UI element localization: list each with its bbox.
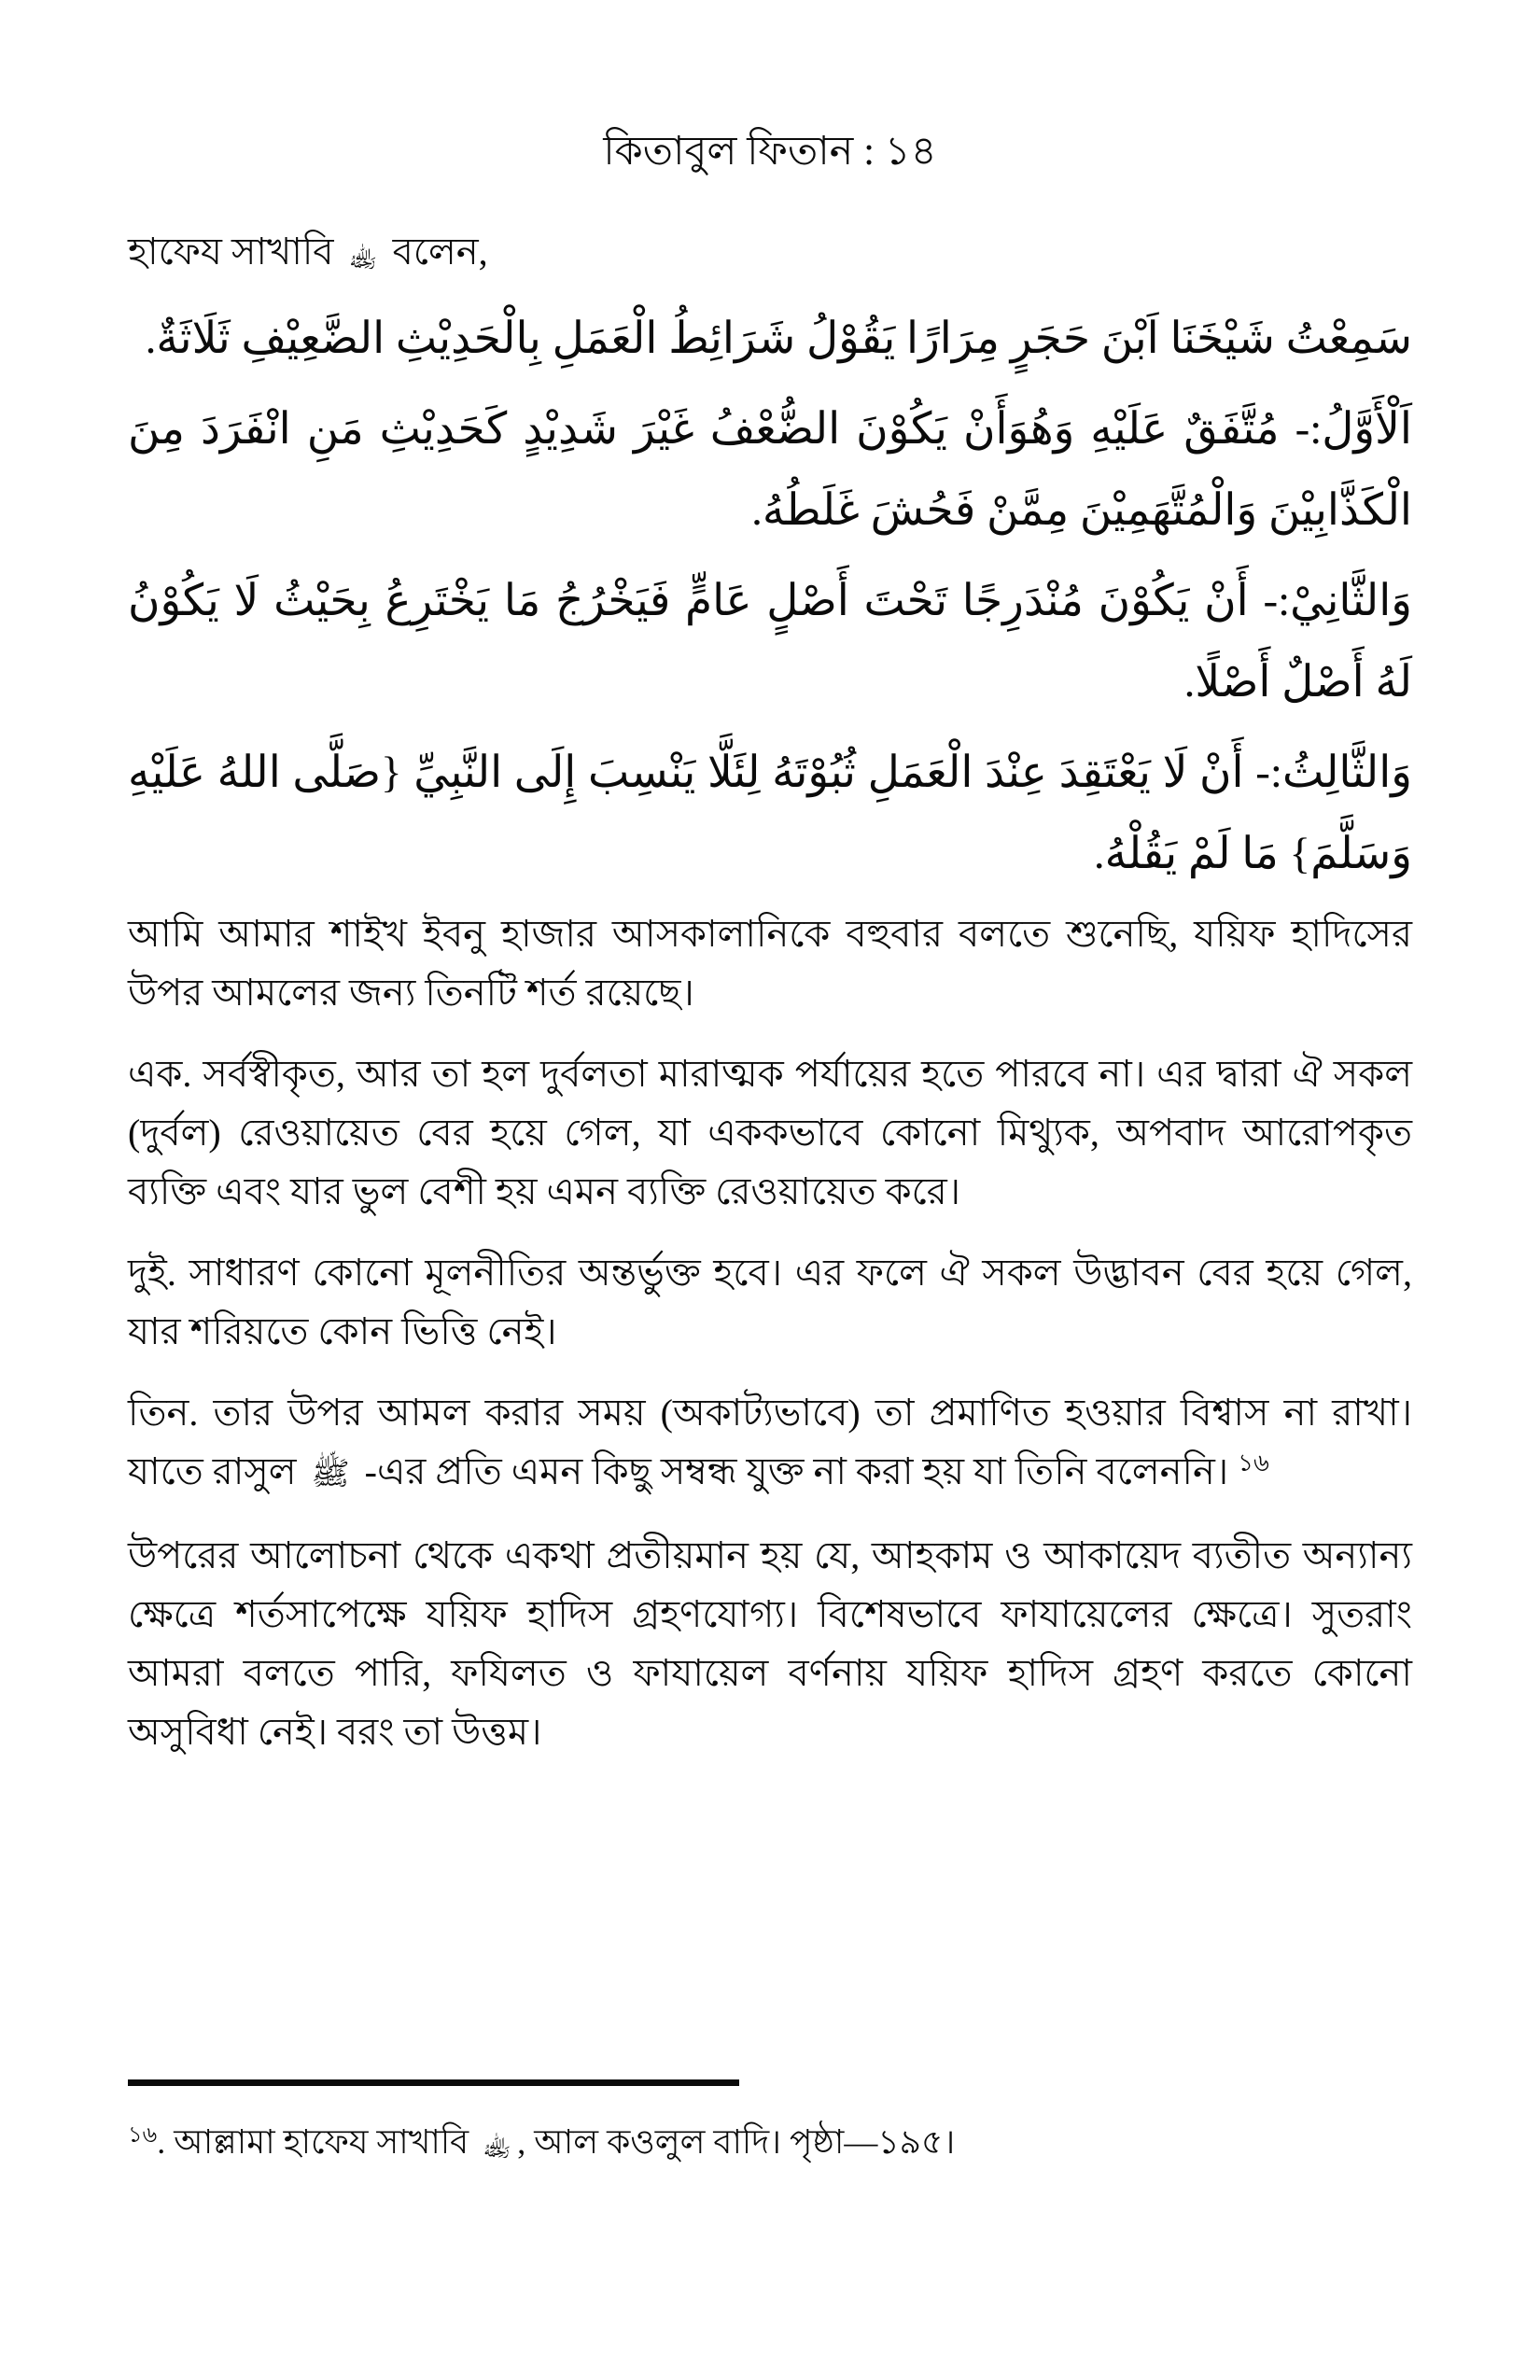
footnote-reference-16: ১৬ <box>1238 1449 1269 1477</box>
intro-text-before: হাফেয সাখাবি <box>128 231 334 273</box>
sallallahu-alayhi-wasallam-icon: ﷺ <box>311 1457 350 1492</box>
bengali-paragraph-condition-one: এক. সর্বস্বীকৃত, আর তা হল দুর্বলতা মারাত্মক পর্যায়ের হতে পারবে না। এর দ্বারা ঐ সকল (দুর্বল) রেওয়ায়েত বের হয়ে গেল, যা এককভাবে কোনো মিথ্যুক, অপবাদ আরোপকৃত ব্যক্তি এবং যার ভুল বেশী হয় এমন ব্যক্তি রেওয়ায়েত করে। <box>128 1053 1412 1213</box>
intro-line <box>128 223 1412 284</box>
intro-text-after: বলেন, <box>392 231 488 273</box>
arabic-paragraph-third-condition: وَالثَّالِثُ:- أَنْ لَا يَعْتَقِدَ عِنْدَ الْعَمَلِ ثُبُوْتَهُ لِئَلَّا يَنْسِبَ إِلَى النَّبِيِّ {صَلَّى اللهُ عَلَيْهِ وَسَلَّمَ} مَا لَمْ يَقُلْهُ. <box>128 749 1412 879</box>
footnote-source-after: , আল কওলুল বাদি। পৃষ্ঠা—১৯৫। <box>517 2123 956 2161</box>
arabic-paragraph-intro: سَمِعْتُ شَيْخَنَا اَبْنَ حَجَرٍ مِرَارًا يَقُوْلُ شَرَائِطُ الْعَمَلِ بِالْحَدِيْثِ الضَّعِيْفِ ثَلَاثَةٌ. <box>145 315 1412 364</box>
bengali-translation-section <box>128 904 1412 1761</box>
footnote-source-before: . আল্লামা হাফেয সাখাবি <box>157 2123 478 2161</box>
footnote-area <box>128 2079 1412 2168</box>
bengali-paragraph-translation-intro: আমি আমার শাইখ ইবনু হাজার আসকালানিকে বহুবার বলতে শুনেছি, যয়িফ হাদিসের উপর আমলের জন্য তিনটি শর্ত রয়েছে। <box>128 913 1412 1015</box>
condition-three-text-before: তিন. তার উপর আমল করার সময় (অকাট্যভাবে) তা প্রমাণিত হওয়ার বিশ্বাস না রাখা। যাতে রাসুল <box>128 1392 1412 1493</box>
footnote-text <box>128 2118 1412 2168</box>
bengali-paragraph-condition-two: দুই. সাধারণ কোনো মূলনীতির অন্তর্ভুক্ত হবে। এর ফলে ঐ সকল উদ্ভাবন বের হয়ে গেল, যার শরিয়তে কোন ভিত্তি নেই। <box>128 1252 1412 1353</box>
arabic-paragraph-first-condition: اَلْأَوَّلُ:- مُتَّفَقٌ عَلَيْهِ وَهُوَأَنْ يَكُوْنَ الضُّعْفُ غَيْرَ شَدِيْدٍ كَحَدِيْثِ مَنِ انْفَرَدَ مِنَ الْكَذَّابِيْنَ وَالْمُتَّهَمِيْنَ مِمَّنْ فَحُشَ غَلَطُهُ. <box>128 405 1412 536</box>
bengali-paragraph-conclusion: উপরের আলোচনা থেকে একথা প্রতীয়মান হয় যে, আহকাম ও আকায়েদ ব্যতীত অন্যান্য ক্ষেত্রে শর্তসাপেক্ষে যয়িফ হাদিস গ্রহণযোগ্য। বিশেষভাবে ফাযায়েলের ক্ষেত্রে। সুতরাং আমরা বলতে পারি, ফযিলত ও ফাযায়েল বর্ণনায় যয়িফ হাদিস গ্রহণ করতে কোনো অসুবিধা নেই। বরং তা উত্তম। <box>128 1534 1412 1754</box>
condition-three-text-after: -এর প্রতি এমন কিছু সম্বন্ধ যুক্ত না করা হয় যা তিনি বলেননি। <box>364 1450 1229 1493</box>
rahimahullah-calligraphy-icon: ﵀ <box>483 2126 512 2161</box>
arabic-quote-section <box>128 299 1412 895</box>
bengali-paragraph-condition-three <box>128 1383 1412 1504</box>
arabic-paragraph-second-condition: وَالثَّانِيْ:- أَنْ يَكُوْنَ مُنْدَرِجًا تَحْتَ أَصْلٍ عَامٍّ فَيَخْرُجُ مَا يَخْتَرِعُ بِحَيْثُ لَا يَكُوْنُ لَهُ أَصْلٌ أَصْلًا. <box>128 577 1412 707</box>
rahimahullah-calligraphy-icon: ﵀ <box>348 237 378 273</box>
footnote-marker-16: ১৬ <box>128 2123 158 2148</box>
page-header-title: কিতাবুল ফিতান : ১৪ <box>603 130 937 174</box>
footnote-divider-rule <box>128 2079 739 2086</box>
